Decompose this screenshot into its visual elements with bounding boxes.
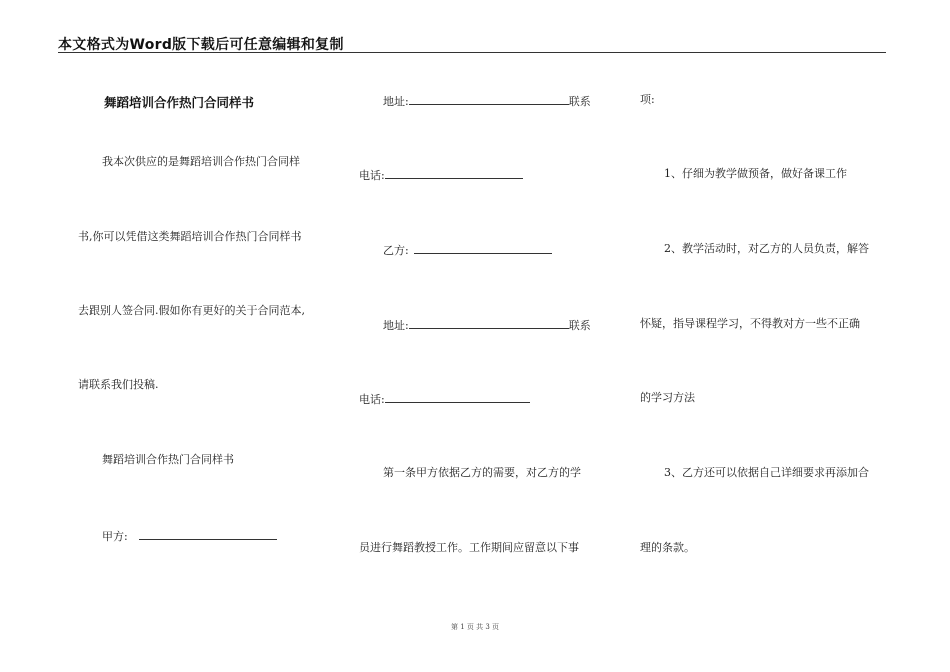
phone-row-2 bbox=[359, 391, 530, 407]
item-2-line-2: 怀疑，指导课程学习，不得教对方一些不正确 bbox=[640, 317, 860, 330]
item-3-line-2: 理的条款。 bbox=[640, 541, 695, 554]
article-1-line-2: 员进行舞蹈教授工作。工作期间应留意以下事 bbox=[359, 541, 579, 554]
phone-row-1 bbox=[359, 167, 523, 183]
item-2-line-1: 2、教学活动时，对乙方的人员负责，解答 bbox=[664, 242, 869, 255]
intro-line-3: 去跟别人签合同.假如你有更好的关于合同范本, bbox=[78, 304, 305, 317]
address-blank-line-2 bbox=[409, 317, 569, 329]
intro-line-4: 请联系我们投稿. bbox=[78, 378, 159, 391]
phone-label-1: 电话: bbox=[359, 169, 385, 182]
party-a-label: 甲方: bbox=[102, 530, 128, 543]
phone-label-2: 电话: bbox=[359, 393, 385, 406]
party-b-blank-line bbox=[414, 242, 552, 254]
party-a-row bbox=[102, 528, 277, 544]
address-row-2 bbox=[383, 317, 591, 333]
document-title: 舞蹈培训合作热门合同样书 bbox=[104, 95, 255, 110]
item-1: 1、仔细为教学做预备，做好备课工作 bbox=[664, 167, 847, 180]
item-2-line-3: 的学习方法 bbox=[640, 391, 695, 404]
document-header-title: 本文格式为Word版下载后可任意编辑和复制 bbox=[58, 37, 344, 53]
header-divider bbox=[58, 52, 886, 53]
intro-line-2: 书,你可以凭借这类舞蹈培训合作热门合同样书 bbox=[78, 230, 302, 243]
address-suffix-1: 联系 bbox=[568, 95, 591, 108]
page-number-footer: 第 1 页 共 3 页 bbox=[450, 623, 500, 631]
party-b-label: 乙方: bbox=[383, 244, 409, 257]
items-heading: 项: bbox=[640, 93, 655, 106]
address-label-1: 地址: bbox=[383, 95, 409, 108]
party-b-row bbox=[383, 242, 552, 258]
party-a-blank-line bbox=[139, 528, 277, 540]
item-3-line-1: 3、乙方还可以依据自己详细要求再添加合 bbox=[664, 466, 869, 479]
article-1-line-1: 第一条甲方依据乙方的需要，对乙方的学 bbox=[383, 466, 581, 479]
contract-subtitle: 舞蹈培训合作热门合同样书 bbox=[102, 453, 234, 466]
address-row-1 bbox=[383, 93, 591, 109]
intro-line-1: 我本次供应的是舞蹈培训合作热门合同样 bbox=[102, 155, 300, 168]
phone-blank-line-2 bbox=[385, 391, 530, 403]
address-suffix-2: 联系 bbox=[568, 319, 591, 332]
address-label-2: 地址: bbox=[383, 319, 409, 332]
phone-blank-line-1 bbox=[385, 167, 523, 179]
address-blank-line-1 bbox=[409, 93, 569, 105]
